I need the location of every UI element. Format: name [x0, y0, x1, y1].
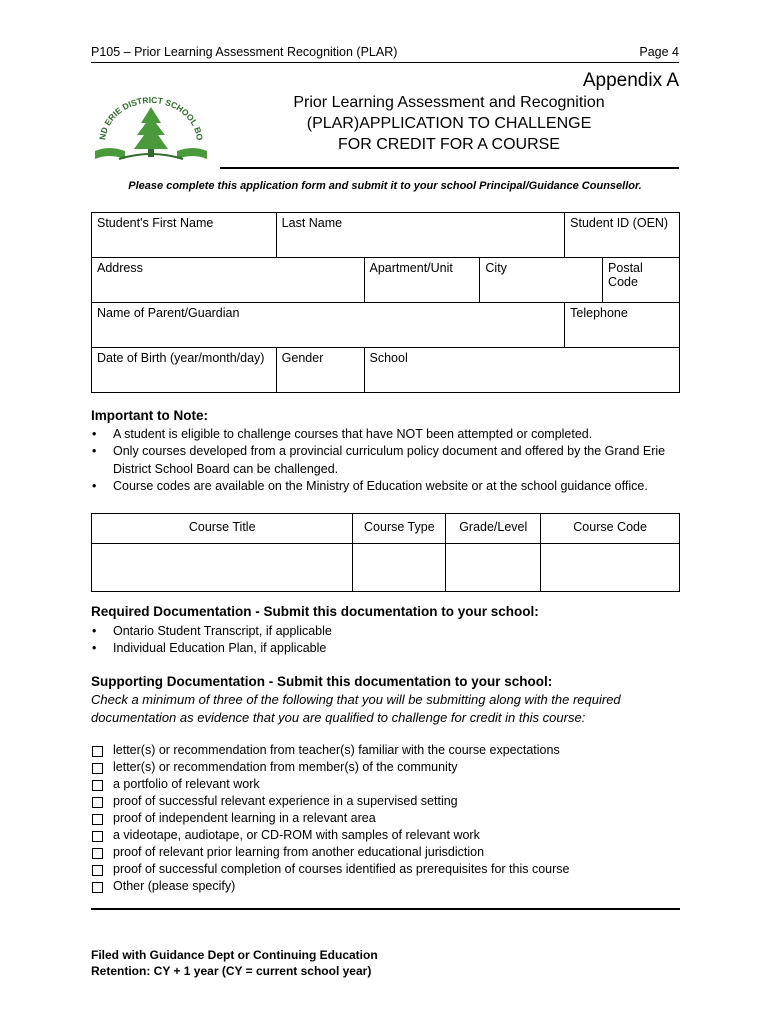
course-type-cell[interactable] — [353, 544, 446, 592]
checkbox-icon[interactable] — [92, 763, 103, 774]
checklist-item[interactable] — [91, 776, 691, 793]
tree-logo-icon — [89, 89, 213, 165]
checklist-item[interactable] — [91, 793, 691, 810]
required-list — [91, 623, 691, 658]
page-number: Page 4 — [639, 45, 679, 59]
checkbox-icon[interactable] — [92, 882, 103, 893]
gender-field[interactable] — [276, 348, 364, 393]
checklist-label: a videotape, audiotape, or CD-ROM with samples of relevant work — [113, 828, 480, 842]
list-item: • Only courses developed from a provincial curriculum policy document and offered by the Grand Erie District School Board can be challenged. — [91, 443, 691, 478]
address-field[interactable] — [92, 258, 365, 303]
title-line-1: Prior Learning Assessment and Recognition — [293, 94, 605, 111]
school-field[interactable] — [364, 348, 679, 393]
parent-guardian-label: Name of Parent/Guardian — [97, 306, 240, 320]
checkbox-icon[interactable] — [92, 848, 103, 859]
checklist-label: letter(s) or recommendation from teacher(s) familiar with the course expectations — [113, 743, 560, 757]
list-item: • Ontario Student Transcript, if applicable — [91, 623, 691, 640]
appendix-label: Appendix A — [582, 70, 679, 91]
list-item: • A student is eligible to challenge courses that have NOT been attempted or completed. — [91, 426, 691, 443]
checklist-label: proof of successful relevant experience in a supervised setting — [113, 794, 458, 808]
important-heading: Important to Note: — [91, 408, 208, 423]
last-name-field[interactable] — [276, 213, 564, 258]
last-name-label: Last Name — [281, 216, 343, 230]
telephone-label: Telephone — [570, 306, 628, 320]
first-name-field[interactable] — [92, 213, 277, 258]
supporting-intro: Check a minimum of three of the following that you will be submitting along with the required documentation as evidence that you are qualified to challenge for credit in this course: — [91, 692, 621, 725]
postal-code-label: Postal Code — [608, 261, 643, 289]
checklist-label: letter(s) or recommendation from member(s) of the community — [113, 760, 458, 774]
logo-text: ND ERIE DISTRICT SCHOOL BO — [97, 94, 205, 142]
checklist-label: a portfolio of relevant work — [113, 777, 260, 791]
footer — [91, 947, 378, 979]
retention-note: Retention: CY + 1 year (CY = current school year) — [91, 964, 372, 978]
form-title — [220, 92, 678, 155]
checklist-label: Other (please specify) — [113, 879, 236, 893]
parent-guardian-field[interactable] — [92, 303, 565, 348]
document-code: P105 – Prior Learning Assessment Recognition (PLAR) — [91, 45, 398, 59]
checklist-item[interactable] — [91, 827, 691, 844]
title-line-2: (PLAR)APPLICATION TO CHALLENGE — [306, 115, 592, 132]
checkbox-icon[interactable] — [92, 814, 103, 825]
date-of-birth-field[interactable] — [92, 348, 277, 393]
city-label: City — [485, 261, 507, 275]
page-header — [91, 44, 679, 63]
student-id-label: Student ID (OEN) — [570, 216, 669, 230]
address-label: Address — [97, 261, 143, 275]
checklist-item[interactable] — [91, 844, 691, 861]
student-info-form — [91, 212, 680, 393]
supporting-checklist — [91, 742, 691, 895]
checklist-item[interactable] — [91, 810, 691, 827]
gender-label: Gender — [281, 351, 324, 365]
required-heading: Required Documentation - Submit this documentation to your school: — [91, 604, 539, 619]
course-table — [91, 513, 680, 592]
postal-code-field[interactable] — [603, 258, 680, 303]
checklist-label: proof of independent learning in a relevant area — [113, 811, 376, 825]
bottom-divider — [91, 908, 680, 910]
title-line-3: FOR CREDIT FOR A COURSE — [338, 136, 560, 153]
checklist-item[interactable] — [91, 878, 691, 895]
instructions: Please complete this application form and submit it to your school Principal/Guidance Counsellor. — [128, 180, 642, 192]
checkbox-icon[interactable] — [92, 831, 103, 842]
city-field[interactable] — [480, 258, 603, 303]
school-board-logo — [89, 89, 213, 165]
apartment-label: Apartment/Unit — [369, 261, 453, 275]
school-label: School — [369, 351, 408, 365]
checkbox-icon[interactable] — [92, 780, 103, 791]
course-code-cell[interactable] — [541, 544, 680, 592]
checkbox-icon[interactable] — [92, 746, 103, 757]
checkbox-icon[interactable] — [92, 797, 103, 808]
date-of-birth-label: Date of Birth (year/month/day) — [97, 351, 265, 365]
checklist-label: proof of successful completion of courses identified as prerequisites for this course — [113, 862, 570, 876]
checklist-item[interactable] — [91, 742, 691, 759]
filing-note: Filed with Guidance Dept or Continuing Education — [91, 948, 378, 962]
course-code-header: Course Code — [541, 514, 680, 544]
course-title-cell[interactable] — [92, 544, 353, 592]
list-item: • Course codes are available on the Ministry of Education website or at the school guidance office. — [91, 478, 691, 495]
checklist-item[interactable] — [91, 861, 691, 878]
student-id-field[interactable] — [565, 213, 680, 258]
course-title-header: Course Title — [92, 514, 353, 544]
checklist-label: proof of relevant prior learning from another educational jurisdiction — [113, 845, 485, 859]
list-item: • Individual Education Plan, if applicable — [91, 640, 691, 657]
apartment-field[interactable] — [364, 258, 480, 303]
course-type-header: Course Type — [353, 514, 446, 544]
telephone-field[interactable] — [565, 303, 680, 348]
important-list — [91, 426, 691, 496]
checklist-item[interactable] — [91, 759, 691, 776]
first-name-label: Student's First Name — [97, 216, 214, 230]
grade-level-cell[interactable] — [446, 544, 541, 592]
checkbox-icon[interactable] — [92, 865, 103, 876]
supporting-heading: Supporting Documentation - Submit this documentation to your school: — [91, 674, 553, 689]
title-divider — [220, 167, 679, 169]
grade-level-header: Grade/Level — [446, 514, 541, 544]
